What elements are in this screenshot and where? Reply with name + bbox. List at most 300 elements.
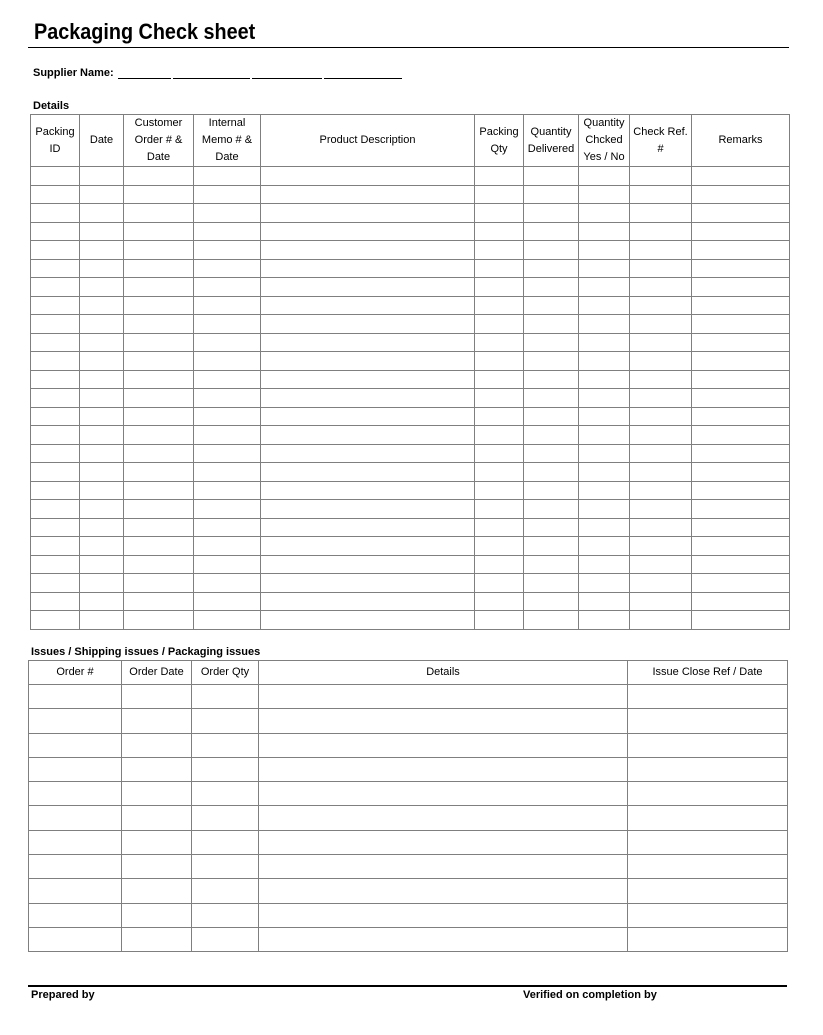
table-cell[interactable]	[31, 500, 80, 519]
table-cell[interactable]	[31, 481, 80, 500]
table-cell[interactable]	[124, 185, 194, 204]
table-cell[interactable]	[124, 426, 194, 445]
table-cell[interactable]	[122, 879, 192, 903]
table-cell[interactable]	[261, 407, 475, 426]
table-cell[interactable]	[475, 333, 524, 352]
table-cell[interactable]	[630, 518, 692, 537]
table-cell[interactable]	[31, 278, 80, 297]
table-cell[interactable]	[579, 389, 630, 408]
table-cell[interactable]	[80, 426, 124, 445]
table-cell[interactable]	[124, 315, 194, 334]
table-cell[interactable]	[630, 444, 692, 463]
table-cell[interactable]	[122, 806, 192, 830]
table-cell[interactable]	[80, 333, 124, 352]
table-cell[interactable]	[630, 555, 692, 574]
table-cell[interactable]	[194, 278, 261, 297]
table-cell[interactable]	[630, 370, 692, 389]
table-cell[interactable]	[194, 204, 261, 223]
table-cell[interactable]	[630, 407, 692, 426]
table-cell[interactable]	[630, 389, 692, 408]
table-cell[interactable]	[524, 444, 579, 463]
table-cell[interactable]	[579, 204, 630, 223]
table-cell[interactable]	[80, 352, 124, 371]
table-cell[interactable]	[524, 611, 579, 630]
table-cell[interactable]	[122, 685, 192, 709]
table-cell[interactable]	[122, 903, 192, 927]
table-cell[interactable]	[29, 757, 122, 781]
table-cell[interactable]	[124, 574, 194, 593]
table-cell[interactable]	[124, 537, 194, 556]
table-cell[interactable]	[122, 782, 192, 806]
table-cell[interactable]	[475, 444, 524, 463]
table-cell[interactable]	[80, 481, 124, 500]
table-cell[interactable]	[194, 463, 261, 482]
table-cell[interactable]	[630, 611, 692, 630]
table-cell[interactable]	[524, 222, 579, 241]
table-cell[interactable]	[524, 333, 579, 352]
table-cell[interactable]	[261, 537, 475, 556]
table-cell[interactable]	[524, 259, 579, 278]
table-cell[interactable]	[31, 370, 80, 389]
table-cell[interactable]	[194, 574, 261, 593]
table-cell[interactable]	[579, 222, 630, 241]
table-cell[interactable]	[31, 574, 80, 593]
table-cell[interactable]	[524, 278, 579, 297]
table-cell[interactable]	[628, 903, 788, 927]
table-cell[interactable]	[475, 555, 524, 574]
table-cell[interactable]	[524, 518, 579, 537]
table-cell[interactable]	[692, 222, 790, 241]
table-cell[interactable]	[192, 782, 259, 806]
table-cell[interactable]	[628, 806, 788, 830]
table-cell[interactable]	[80, 389, 124, 408]
table-cell[interactable]	[692, 259, 790, 278]
table-cell[interactable]	[692, 611, 790, 630]
table-cell[interactable]	[124, 444, 194, 463]
table-cell[interactable]	[31, 204, 80, 223]
table-cell[interactable]	[192, 879, 259, 903]
table-cell[interactable]	[261, 296, 475, 315]
table-cell[interactable]	[261, 574, 475, 593]
table-cell[interactable]	[259, 879, 628, 903]
table-cell[interactable]	[475, 574, 524, 593]
table-cell[interactable]	[194, 592, 261, 611]
table-cell[interactable]	[692, 389, 790, 408]
table-cell[interactable]	[630, 241, 692, 260]
table-cell[interactable]	[630, 481, 692, 500]
table-cell[interactable]	[579, 426, 630, 445]
table-cell[interactable]	[31, 426, 80, 445]
table-cell[interactable]	[692, 574, 790, 593]
table-cell[interactable]	[194, 555, 261, 574]
table-cell[interactable]	[628, 830, 788, 854]
table-cell[interactable]	[692, 204, 790, 223]
table-cell[interactable]	[261, 611, 475, 630]
table-cell[interactable]	[31, 389, 80, 408]
table-cell[interactable]	[124, 204, 194, 223]
table-cell[interactable]	[692, 407, 790, 426]
table-cell[interactable]	[579, 167, 630, 186]
table-cell[interactable]	[124, 389, 194, 408]
table-cell[interactable]	[261, 444, 475, 463]
table-cell[interactable]	[261, 222, 475, 241]
table-cell[interactable]	[261, 389, 475, 408]
supplier-name-line[interactable]	[324, 78, 402, 79]
table-cell[interactable]	[194, 518, 261, 537]
table-cell[interactable]	[194, 259, 261, 278]
table-cell[interactable]	[124, 167, 194, 186]
table-cell[interactable]	[475, 518, 524, 537]
table-cell[interactable]	[194, 167, 261, 186]
table-cell[interactable]	[80, 370, 124, 389]
table-cell[interactable]	[194, 444, 261, 463]
table-cell[interactable]	[579, 315, 630, 334]
table-cell[interactable]	[630, 333, 692, 352]
table-cell[interactable]	[524, 241, 579, 260]
table-cell[interactable]	[80, 574, 124, 593]
table-cell[interactable]	[124, 500, 194, 519]
table-cell[interactable]	[261, 592, 475, 611]
table-cell[interactable]	[80, 463, 124, 482]
table-cell[interactable]	[261, 426, 475, 445]
table-cell[interactable]	[259, 806, 628, 830]
table-cell[interactable]	[630, 167, 692, 186]
table-cell[interactable]	[692, 463, 790, 482]
table-cell[interactable]	[192, 709, 259, 733]
table-cell[interactable]	[80, 611, 124, 630]
table-cell[interactable]	[192, 806, 259, 830]
table-cell[interactable]	[524, 185, 579, 204]
table-cell[interactable]	[194, 352, 261, 371]
table-cell[interactable]	[31, 333, 80, 352]
table-cell[interactable]	[628, 855, 788, 879]
table-cell[interactable]	[80, 407, 124, 426]
table-cell[interactable]	[259, 733, 628, 757]
table-cell[interactable]	[80, 500, 124, 519]
table-cell[interactable]	[122, 733, 192, 757]
table-cell[interactable]	[124, 333, 194, 352]
table-cell[interactable]	[31, 592, 80, 611]
table-cell[interactable]	[80, 315, 124, 334]
table-cell[interactable]	[475, 370, 524, 389]
table-cell[interactable]	[475, 259, 524, 278]
table-cell[interactable]	[524, 592, 579, 611]
table-cell[interactable]	[261, 481, 475, 500]
table-cell[interactable]	[259, 830, 628, 854]
table-cell[interactable]	[31, 296, 80, 315]
table-cell[interactable]	[475, 222, 524, 241]
table-cell[interactable]	[31, 537, 80, 556]
table-cell[interactable]	[475, 278, 524, 297]
table-cell[interactable]	[475, 537, 524, 556]
table-cell[interactable]	[475, 389, 524, 408]
table-cell[interactable]	[124, 611, 194, 630]
table-cell[interactable]	[192, 927, 259, 951]
table-cell[interactable]	[524, 389, 579, 408]
table-cell[interactable]	[692, 518, 790, 537]
table-cell[interactable]	[579, 278, 630, 297]
table-cell[interactable]	[124, 296, 194, 315]
table-cell[interactable]	[261, 259, 475, 278]
table-cell[interactable]	[192, 903, 259, 927]
table-cell[interactable]	[579, 296, 630, 315]
table-cell[interactable]	[194, 407, 261, 426]
table-cell[interactable]	[194, 241, 261, 260]
supplier-name-line[interactable]	[173, 78, 250, 79]
table-cell[interactable]	[31, 463, 80, 482]
table-cell[interactable]	[579, 185, 630, 204]
table-cell[interactable]	[31, 407, 80, 426]
table-cell[interactable]	[692, 185, 790, 204]
supplier-name-line[interactable]	[252, 78, 322, 79]
table-cell[interactable]	[31, 185, 80, 204]
table-cell[interactable]	[192, 757, 259, 781]
table-cell[interactable]	[692, 426, 790, 445]
table-cell[interactable]	[692, 500, 790, 519]
table-cell[interactable]	[194, 222, 261, 241]
table-cell[interactable]	[628, 927, 788, 951]
table-cell[interactable]	[630, 185, 692, 204]
table-cell[interactable]	[692, 241, 790, 260]
table-cell[interactable]	[124, 407, 194, 426]
table-cell[interactable]	[124, 592, 194, 611]
table-cell[interactable]	[692, 537, 790, 556]
table-cell[interactable]	[31, 555, 80, 574]
table-cell[interactable]	[524, 463, 579, 482]
table-cell[interactable]	[80, 555, 124, 574]
table-cell[interactable]	[192, 855, 259, 879]
table-cell[interactable]	[259, 757, 628, 781]
table-cell[interactable]	[122, 927, 192, 951]
table-cell[interactable]	[630, 463, 692, 482]
table-cell[interactable]	[31, 315, 80, 334]
table-cell[interactable]	[579, 555, 630, 574]
table-cell[interactable]	[579, 463, 630, 482]
table-cell[interactable]	[524, 315, 579, 334]
table-cell[interactable]	[630, 426, 692, 445]
table-cell[interactable]	[80, 185, 124, 204]
table-cell[interactable]	[29, 830, 122, 854]
table-cell[interactable]	[475, 296, 524, 315]
table-cell[interactable]	[124, 370, 194, 389]
table-cell[interactable]	[475, 407, 524, 426]
table-cell[interactable]	[29, 685, 122, 709]
table-cell[interactable]	[192, 830, 259, 854]
table-cell[interactable]	[524, 574, 579, 593]
table-cell[interactable]	[475, 426, 524, 445]
table-cell[interactable]	[124, 518, 194, 537]
table-cell[interactable]	[630, 222, 692, 241]
table-cell[interactable]	[475, 611, 524, 630]
table-cell[interactable]	[192, 685, 259, 709]
table-cell[interactable]	[29, 733, 122, 757]
table-cell[interactable]	[261, 352, 475, 371]
table-cell[interactable]	[122, 709, 192, 733]
table-cell[interactable]	[31, 241, 80, 260]
table-cell[interactable]	[124, 555, 194, 574]
table-cell[interactable]	[524, 204, 579, 223]
table-cell[interactable]	[29, 879, 122, 903]
table-cell[interactable]	[29, 927, 122, 951]
table-cell[interactable]	[579, 574, 630, 593]
table-cell[interactable]	[579, 444, 630, 463]
table-cell[interactable]	[194, 426, 261, 445]
table-cell[interactable]	[524, 481, 579, 500]
table-cell[interactable]	[579, 537, 630, 556]
table-cell[interactable]	[524, 296, 579, 315]
table-cell[interactable]	[579, 352, 630, 371]
table-cell[interactable]	[475, 167, 524, 186]
table-cell[interactable]	[524, 167, 579, 186]
table-cell[interactable]	[261, 278, 475, 297]
table-cell[interactable]	[80, 592, 124, 611]
table-cell[interactable]	[261, 185, 475, 204]
table-cell[interactable]	[29, 903, 122, 927]
table-cell[interactable]	[692, 592, 790, 611]
table-cell[interactable]	[692, 481, 790, 500]
table-cell[interactable]	[80, 537, 124, 556]
table-cell[interactable]	[475, 352, 524, 371]
table-cell[interactable]	[29, 855, 122, 879]
table-cell[interactable]	[630, 315, 692, 334]
table-cell[interactable]	[80, 204, 124, 223]
table-cell[interactable]	[630, 574, 692, 593]
table-cell[interactable]	[475, 463, 524, 482]
table-cell[interactable]	[524, 426, 579, 445]
table-cell[interactable]	[579, 333, 630, 352]
table-cell[interactable]	[80, 296, 124, 315]
table-cell[interactable]	[29, 806, 122, 830]
table-cell[interactable]	[31, 611, 80, 630]
table-cell[interactable]	[475, 500, 524, 519]
table-cell[interactable]	[579, 611, 630, 630]
table-cell[interactable]	[579, 370, 630, 389]
table-cell[interactable]	[630, 592, 692, 611]
table-cell[interactable]	[259, 782, 628, 806]
table-cell[interactable]	[122, 855, 192, 879]
table-cell[interactable]	[261, 167, 475, 186]
table-cell[interactable]	[124, 481, 194, 500]
table-cell[interactable]	[80, 518, 124, 537]
table-cell[interactable]	[80, 259, 124, 278]
table-cell[interactable]	[31, 259, 80, 278]
table-cell[interactable]	[259, 685, 628, 709]
table-cell[interactable]	[579, 518, 630, 537]
table-cell[interactable]	[80, 167, 124, 186]
table-cell[interactable]	[524, 500, 579, 519]
table-cell[interactable]	[475, 241, 524, 260]
table-cell[interactable]	[31, 352, 80, 371]
table-cell[interactable]	[124, 241, 194, 260]
table-cell[interactable]	[579, 592, 630, 611]
table-cell[interactable]	[630, 204, 692, 223]
table-cell[interactable]	[261, 555, 475, 574]
table-cell[interactable]	[692, 370, 790, 389]
table-cell[interactable]	[194, 333, 261, 352]
table-cell[interactable]	[261, 241, 475, 260]
table-cell[interactable]	[475, 481, 524, 500]
table-cell[interactable]	[80, 444, 124, 463]
table-cell[interactable]	[259, 855, 628, 879]
table-cell[interactable]	[579, 259, 630, 278]
table-cell[interactable]	[630, 296, 692, 315]
table-cell[interactable]	[628, 782, 788, 806]
table-cell[interactable]	[630, 278, 692, 297]
table-cell[interactable]	[31, 222, 80, 241]
table-cell[interactable]	[630, 352, 692, 371]
table-cell[interactable]	[194, 537, 261, 556]
table-cell[interactable]	[80, 222, 124, 241]
table-cell[interactable]	[524, 407, 579, 426]
table-cell[interactable]	[194, 389, 261, 408]
table-cell[interactable]	[692, 352, 790, 371]
table-cell[interactable]	[524, 370, 579, 389]
table-cell[interactable]	[579, 407, 630, 426]
table-cell[interactable]	[29, 709, 122, 733]
table-cell[interactable]	[630, 259, 692, 278]
table-cell[interactable]	[630, 537, 692, 556]
table-cell[interactable]	[692, 315, 790, 334]
table-cell[interactable]	[259, 709, 628, 733]
table-cell[interactable]	[692, 167, 790, 186]
table-cell[interactable]	[628, 757, 788, 781]
table-cell[interactable]	[579, 241, 630, 260]
table-cell[interactable]	[31, 167, 80, 186]
table-cell[interactable]	[261, 204, 475, 223]
table-cell[interactable]	[628, 685, 788, 709]
table-cell[interactable]	[261, 315, 475, 334]
table-cell[interactable]	[475, 185, 524, 204]
table-cell[interactable]	[628, 879, 788, 903]
table-cell[interactable]	[31, 444, 80, 463]
table-cell[interactable]	[261, 370, 475, 389]
table-cell[interactable]	[579, 500, 630, 519]
table-cell[interactable]	[475, 592, 524, 611]
table-cell[interactable]	[524, 537, 579, 556]
table-cell[interactable]	[124, 259, 194, 278]
table-cell[interactable]	[259, 927, 628, 951]
table-cell[interactable]	[194, 185, 261, 204]
table-cell[interactable]	[475, 204, 524, 223]
table-cell[interactable]	[124, 278, 194, 297]
table-cell[interactable]	[692, 333, 790, 352]
table-cell[interactable]	[194, 370, 261, 389]
table-cell[interactable]	[194, 315, 261, 334]
table-cell[interactable]	[692, 555, 790, 574]
table-cell[interactable]	[692, 444, 790, 463]
table-cell[interactable]	[630, 500, 692, 519]
table-cell[interactable]	[80, 241, 124, 260]
table-cell[interactable]	[692, 296, 790, 315]
table-cell[interactable]	[80, 278, 124, 297]
table-cell[interactable]	[29, 782, 122, 806]
table-cell[interactable]	[194, 500, 261, 519]
supplier-name-line[interactable]	[118, 78, 171, 79]
table-cell[interactable]	[628, 733, 788, 757]
table-cell[interactable]	[194, 481, 261, 500]
table-cell[interactable]	[122, 757, 192, 781]
table-cell[interactable]	[579, 481, 630, 500]
table-cell[interactable]	[628, 709, 788, 733]
table-cell[interactable]	[124, 463, 194, 482]
table-cell[interactable]	[524, 352, 579, 371]
table-cell[interactable]	[31, 518, 80, 537]
table-cell[interactable]	[124, 352, 194, 371]
table-cell[interactable]	[194, 611, 261, 630]
table-cell[interactable]	[261, 500, 475, 519]
table-cell[interactable]	[122, 830, 192, 854]
table-cell[interactable]	[524, 555, 579, 574]
